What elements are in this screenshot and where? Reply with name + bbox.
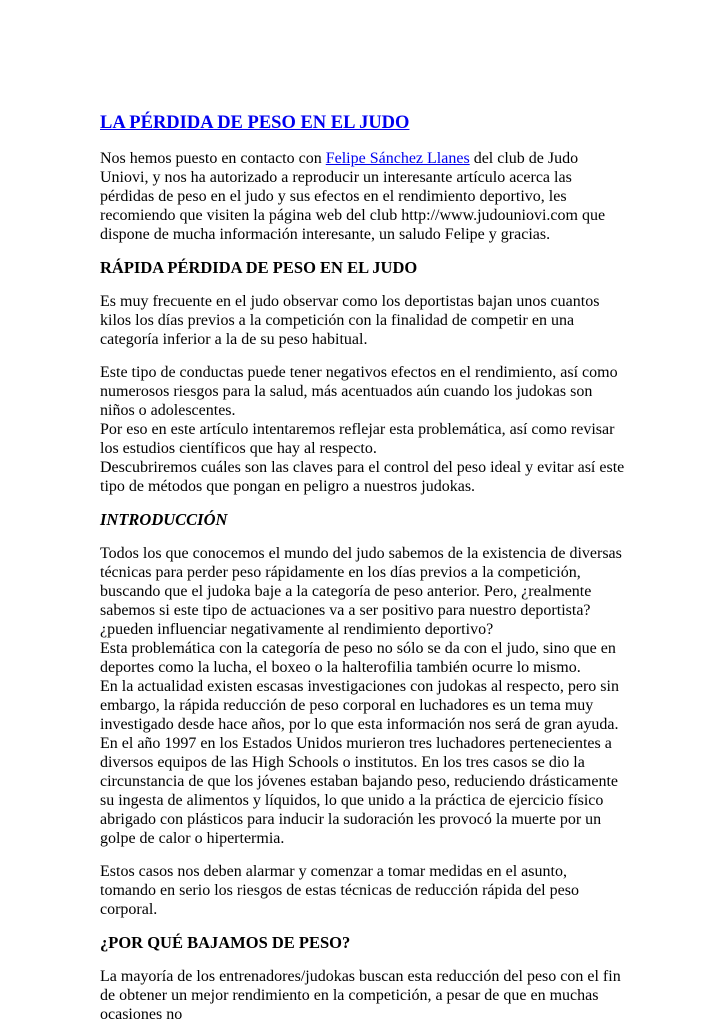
section-heading-introduccion: INTRODUCCIÓN <box>100 510 228 529</box>
paragraph-frecuente: Es muy frecuente en el judo observar como los deportistas bajan unos cuantos kilos los días previos a la competición con la finalidad de competir en una categoría inferior a la de su peso habitual. <box>100 293 600 348</box>
text-line: Por eso en este artículo intentaremos reflejar esta problemática, así como revisar los estudios científicos que hay al respecto. <box>100 421 615 457</box>
intro-text-after-link: del club de Judo Uniovi, y nos ha autorizado a reproducir un interesante artículo acerca las pérdidas de peso en el judo y sus efectos en el rendimiento deportivo, les recomiendo que visiten la página web del club http://www.judouniovi.com que dispone de mucha información interesante, un saludo Felipe y gracias. <box>100 150 606 243</box>
felipe-sanchez-llanes-link[interactable]: Felipe Sánchez Llanes <box>325 150 470 167</box>
paragraph-mayoria-entrenadores: La mayoría de los entrenadores/judokas buscan esta reducción del peso con el fin de obtener un mejor rendimiento en la competición, a pesar de que en muchas ocasiones no <box>100 968 621 1023</box>
article-title-link[interactable]: LA PÉRDIDA DE PESO EN EL JUDO <box>100 113 410 133</box>
paragraph-conductas <box>100 363 625 496</box>
paragraph-introduccion <box>100 544 625 848</box>
text-line: Esta problemática con la categoría de peso no sólo se da con el judo, sino que en deportes como la lucha, el boxeo o la halterofilia también ocurre lo mismo. <box>100 640 616 676</box>
text-line: Este tipo de conductas puede tener negativos efectos en el rendimiento, así como numerosos riesgos para la salud, más acentuados aún cuando los judokas son niños o adolescentes. <box>100 364 618 419</box>
section-heading-rapida-perdida: RÁPIDA PÉRDIDA DE PESO EN EL JUDO <box>100 258 418 277</box>
text-line: Todos los que conocemos el mundo del judo sabemos de la existencia de diversas técnicas para perder peso rápidamente en los días previos a la competición, buscando que el judoka baje a la categoría de peso anterior. Pero, ¿realmente sabemos si este tipo de actuaciones va a ser positivo para nuestro deportista? ¿pueden influenciar negativamente al rendimiento deportivo? <box>100 545 622 638</box>
section-heading-por-que-bajamos: ¿POR QUÉ BAJAMOS DE PESO? <box>100 933 351 952</box>
intro-paragraph <box>100 149 625 244</box>
text-line: Descubriremos cuáles son las claves para el control del peso ideal y evitar así este tipo de métodos que pongan en peligro a nuestros judokas. <box>100 459 625 495</box>
paragraph-alarma: Estos casos nos deben alarmar y comenzar a tomar medidas en el asunto, tomando en serio los riesgos de estas técnicas de reducción rápida del peso corporal. <box>100 863 579 918</box>
intro-text-before-link: Nos hemos puesto en contacto con <box>100 150 326 167</box>
text-line: En la actualidad existen escasas investigaciones con judokas al respecto, pero sin embargo, la rápida reducción de peso corporal en luchadores es un tema muy investigado desde hace años, por lo que esta información nos será de gran ayuda. <box>100 678 619 733</box>
text-line: En el año 1997 en los Estados Unidos murieron tres luchadores pertenecientes a diversos equipos de las High Schools o institutos. En los tres casos se dio la circunstancia de que los jóvenes estaban bajando peso, reduciendo drásticamente su ingesta de alimentos y líquidos, lo que unido a la práctica de ejercicio físico abrigado con plásticos para inducir la sudoración les provocó la muerte por un golpe de calor o hipertermia. <box>100 735 619 847</box>
